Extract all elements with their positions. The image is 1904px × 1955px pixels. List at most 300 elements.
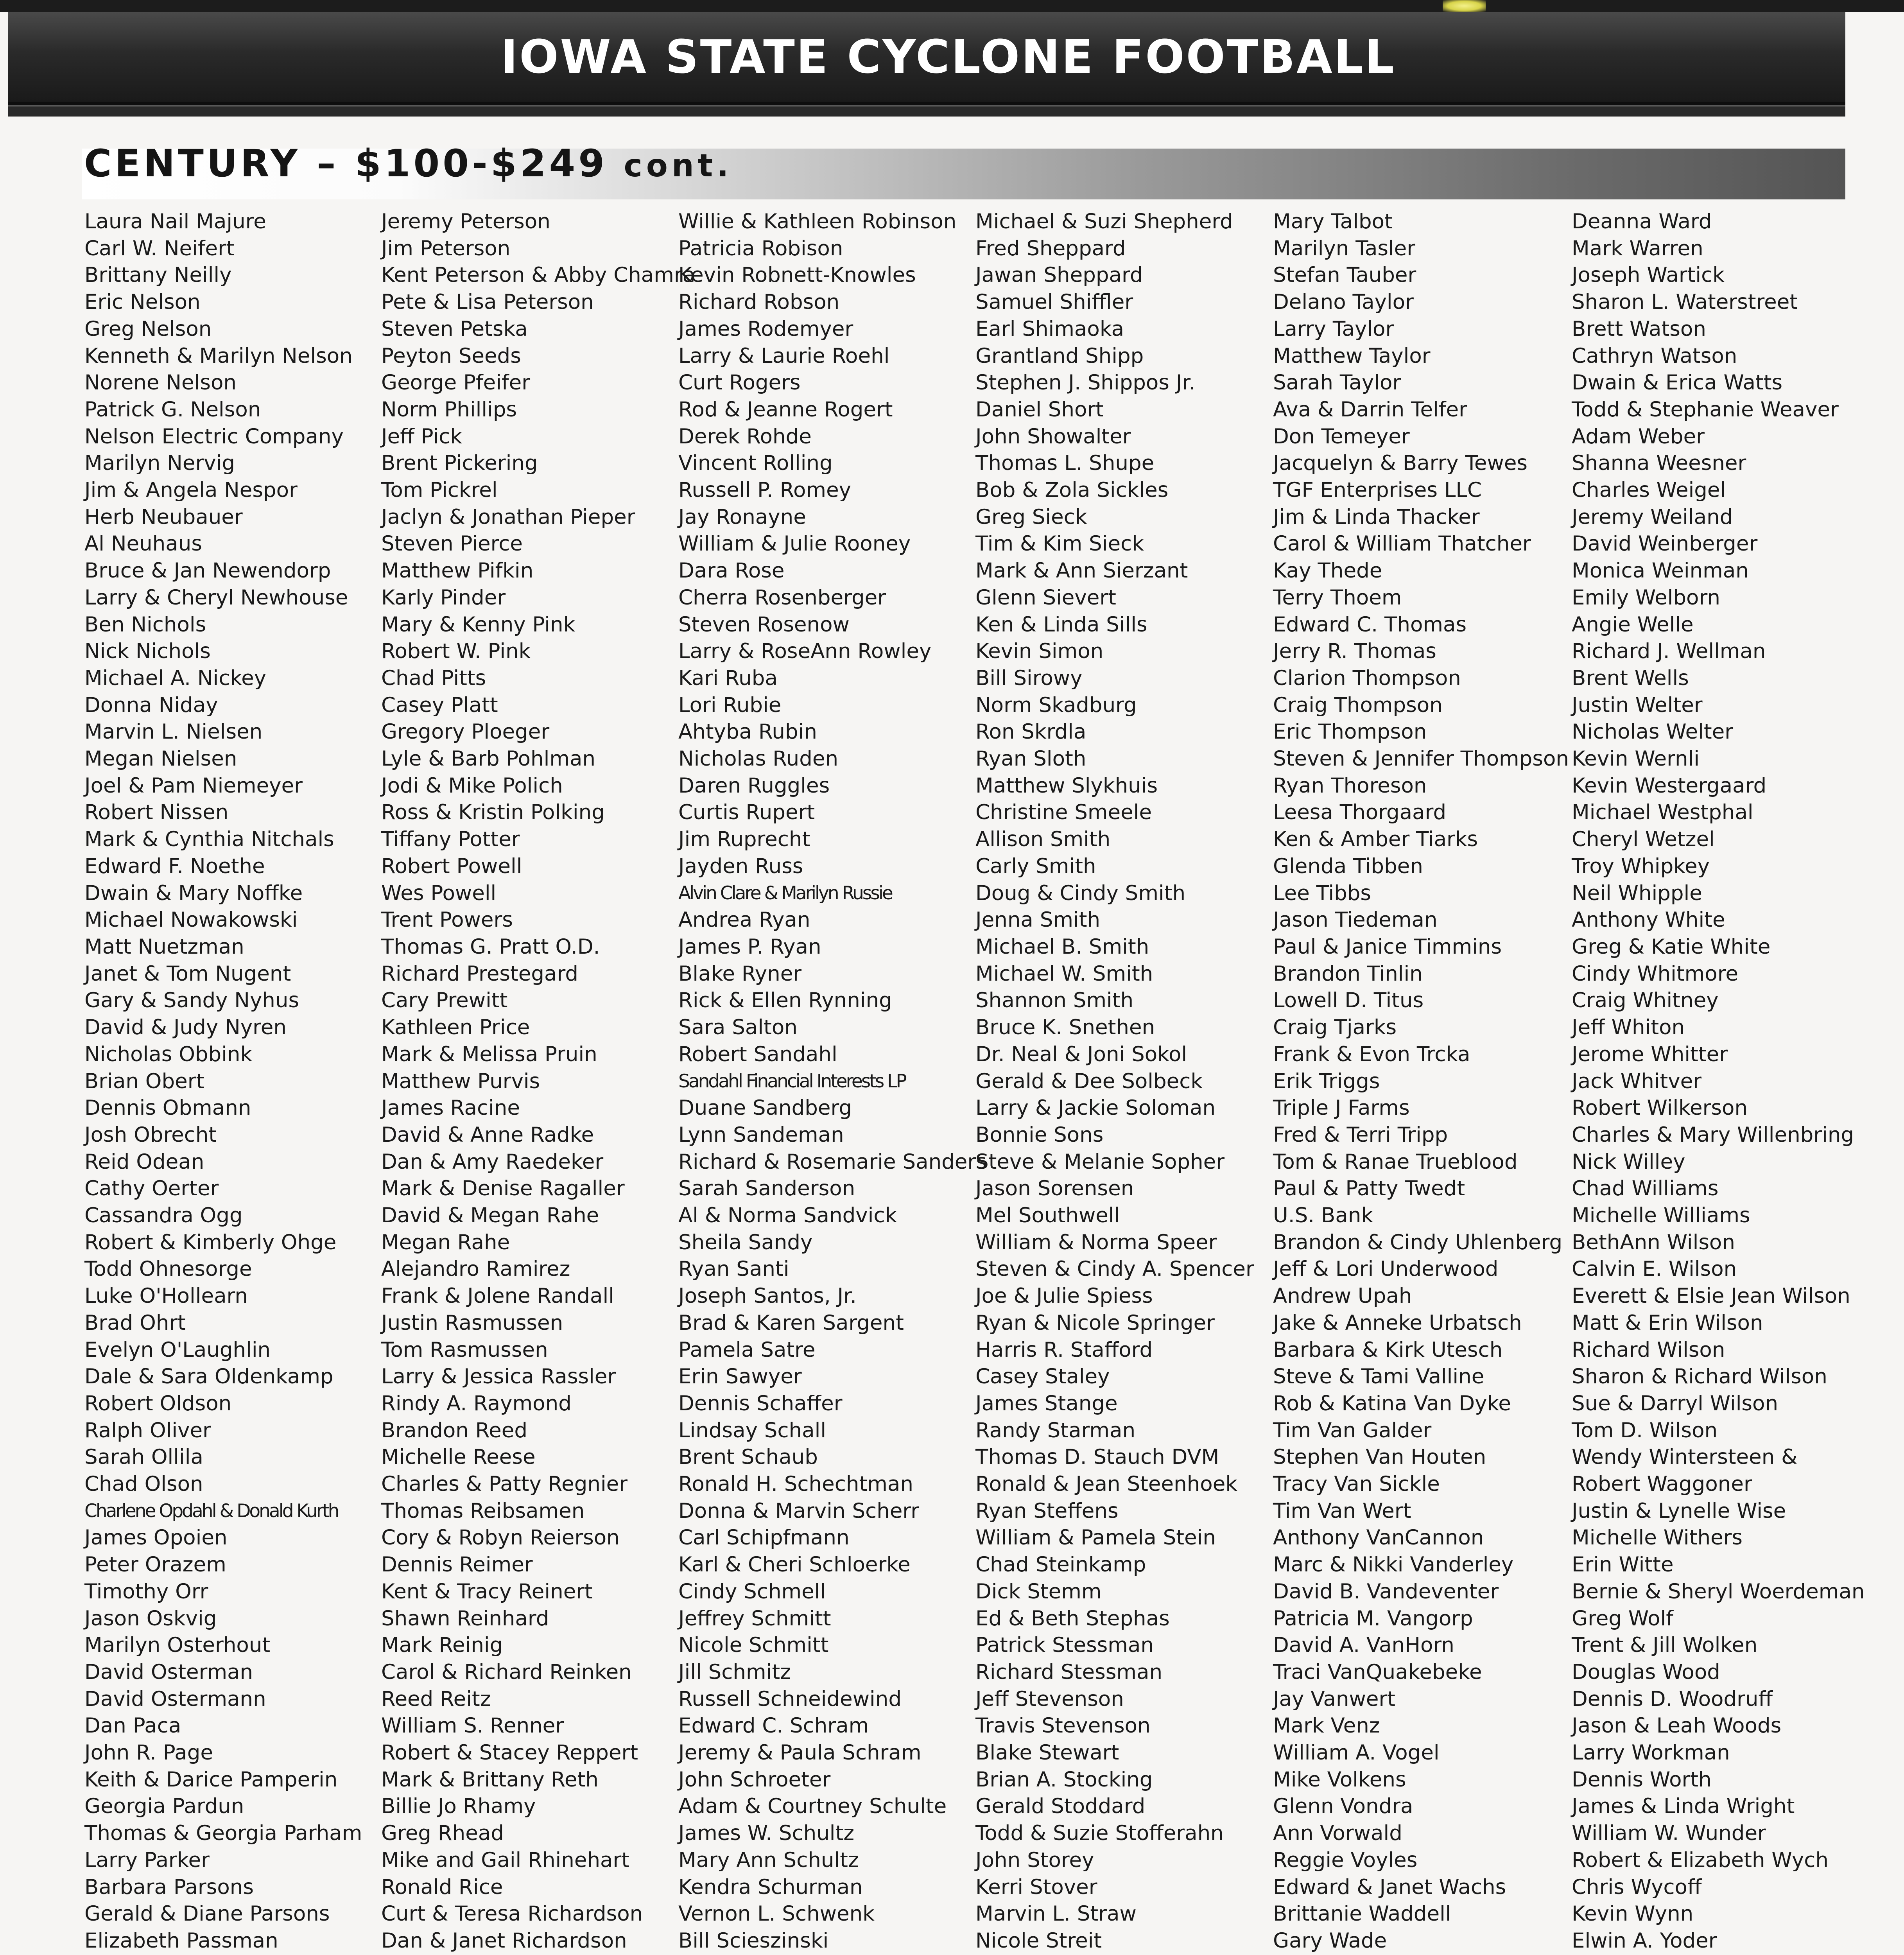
- section-title: [84, 142, 733, 185]
- donor-name: Karl & Cheri Schloerke: [678, 1553, 911, 1577]
- donor-name: Nick Willey: [1572, 1150, 1685, 1174]
- donor-name: Jodi & Mike Polich: [381, 773, 563, 798]
- donor-name: Jack Whitver: [1572, 1069, 1702, 1093]
- donor-name: Doug & Cindy Smith: [975, 881, 1186, 905]
- donor-name: Gerald & Diane Parsons: [84, 1902, 330, 1926]
- donor-name: Mark Reinig: [381, 1633, 503, 1657]
- donor-name: Alvin Clare & Marilyn Russie: [678, 882, 892, 904]
- donor-name: David & Judy Nyren: [84, 1015, 287, 1040]
- donor-name: Chad Pitts: [381, 666, 486, 690]
- donor-name: Larry & RoseAnn Rowley: [678, 639, 932, 664]
- donor-name: Anthony VanCannon: [1273, 1526, 1484, 1550]
- donor-name: Greg Rhead: [381, 1821, 504, 1846]
- donor-name: Ronald H. Schechtman: [678, 1472, 913, 1496]
- donor-name: Jawan Sheppard: [975, 263, 1143, 287]
- donor-name: Carl W. Neifert: [84, 236, 235, 260]
- donor-name: Fred Sheppard: [975, 236, 1126, 260]
- donor-name: Todd & Suzie Stofferahn: [975, 1821, 1224, 1846]
- donor-name: Tom & Ranae Trueblood: [1273, 1150, 1518, 1174]
- donor-name: Jason Oskvig: [84, 1606, 217, 1630]
- donor-name: Marvin L. Straw: [975, 1902, 1137, 1926]
- donor-column-2: [381, 208, 696, 1955]
- donor-name: Anthony White: [1572, 908, 1725, 932]
- donor-name: Brett Watson: [1572, 317, 1706, 341]
- donor-name: Blake Stewart: [975, 1741, 1119, 1765]
- donor-name: William & Norma Speer: [975, 1230, 1217, 1254]
- donor-name: Mark & Brittany Reth: [381, 1767, 599, 1792]
- donor-name: Jayden Russ: [678, 854, 803, 878]
- donor-name: Cory & Robyn Reierson: [381, 1526, 620, 1550]
- masthead-title: IOWA STATE CYCLONE FOOTBALL: [500, 30, 1396, 84]
- donor-name: Ron Skrdla: [975, 720, 1086, 744]
- donor-name: Jeremy Weiland: [1572, 505, 1733, 529]
- donor-name: Ryan Sloth: [975, 747, 1086, 771]
- donor-name: Tracy Van Sickle: [1273, 1472, 1440, 1496]
- donor-name: James Racine: [381, 1096, 520, 1120]
- donor-name: Larry & Jackie Soloman: [975, 1096, 1216, 1120]
- donor-name: Elizabeth Passman: [84, 1929, 278, 1953]
- donor-name: Glenn Vondra: [1273, 1794, 1413, 1819]
- donor-name: Cathryn Watson: [1572, 344, 1737, 368]
- donor-name: Curt Rogers: [678, 371, 801, 395]
- donor-name: Jacquelyn & Barry Tewes: [1273, 451, 1528, 475]
- donor-name: Barbara & Kirk Utesch: [1273, 1338, 1503, 1362]
- donor-name: Mary Ann Schultz: [678, 1848, 859, 1872]
- donor-name: Kevin Westergaard: [1572, 773, 1767, 798]
- donor-name: Samuel Shiffler: [975, 290, 1133, 314]
- donor-name: Monica Weinman: [1572, 559, 1749, 583]
- donor-name: Matt & Erin Wilson: [1572, 1311, 1763, 1335]
- donor-name: Kay Thede: [1273, 559, 1382, 583]
- donor-name: Troy Whipkey: [1572, 854, 1710, 878]
- donor-name: Gerald & Dee Solbeck: [975, 1069, 1203, 1093]
- donor-name: Dan Paca: [84, 1714, 181, 1738]
- donor-name: Ava & Darrin Telfer: [1273, 397, 1467, 421]
- donor-name: Brent Schaub: [678, 1445, 818, 1469]
- donor-name: Justin Welter: [1572, 693, 1703, 717]
- donor-name: James P. Ryan: [678, 934, 821, 959]
- donor-name: Sue & Darryl Wilson: [1572, 1391, 1779, 1415]
- donor-name: Gregory Ploeger: [381, 720, 550, 744]
- donor-name: Jeff & Lori Underwood: [1273, 1257, 1499, 1281]
- donor-name: Lynn Sandeman: [678, 1123, 844, 1147]
- donor-name: Cindy Schmell: [678, 1579, 826, 1603]
- donor-name: Todd Ohnesorge: [84, 1257, 252, 1281]
- donor-name: David A. VanHorn: [1273, 1633, 1454, 1657]
- donor-name: Paul & Patty Twedt: [1273, 1177, 1465, 1201]
- donor-name: William & Pamela Stein: [975, 1526, 1216, 1550]
- donor-name: Frank & Evon Trcka: [1273, 1042, 1470, 1066]
- donor-name: Steven & Cindy A. Spencer: [975, 1257, 1254, 1281]
- donor-name: Bernie & Sheryl Woerdeman: [1572, 1579, 1865, 1603]
- donor-name: Robert Powell: [381, 854, 522, 878]
- donor-name: Jerome Whitter: [1572, 1042, 1728, 1066]
- donor-name: Larry Taylor: [1273, 317, 1394, 341]
- donor-column-6: [1572, 208, 1865, 1955]
- donor-name: Brian A. Stocking: [975, 1767, 1153, 1792]
- donor-name: Dan & Janet Richardson: [381, 1929, 627, 1953]
- donor-name: Chris Wycoff: [1572, 1875, 1702, 1899]
- donor-name: Brandon Tinlin: [1273, 961, 1423, 986]
- donor-name: Donna & Marvin Scherr: [678, 1499, 920, 1523]
- donor-name: William & Julie Rooney: [678, 532, 911, 556]
- donor-column-4: [975, 208, 1269, 1955]
- donor-name: Brandon Reed: [381, 1418, 528, 1442]
- donor-name: Steven Rosenow: [678, 612, 850, 637]
- donor-name: Lindsay Schall: [678, 1418, 827, 1442]
- donor-name: Kevin Robnett-Knowles: [678, 263, 916, 287]
- donor-name: Delano Taylor: [1273, 290, 1414, 314]
- donor-name: Curt & Teresa Richardson: [381, 1902, 643, 1926]
- donor-name: Patrick G. Nelson: [84, 397, 261, 421]
- donor-name: Carly Smith: [975, 854, 1096, 878]
- donor-name: Clarion Thompson: [1273, 666, 1461, 690]
- donor-column-5: [1273, 208, 1569, 1955]
- top-accent: [1443, 0, 1486, 12]
- donor-name: Dwain & Mary Noffke: [84, 881, 303, 905]
- donor-name: Megan Nielsen: [84, 747, 237, 771]
- donor-name: Michael A. Nickey: [84, 666, 267, 690]
- donor-name: Marvin L. Nielsen: [84, 720, 263, 744]
- donor-name: Michael B. Smith: [975, 934, 1149, 959]
- donor-name: Dennis D. Woodruff: [1572, 1687, 1773, 1711]
- donor-name: Reed Reitz: [381, 1687, 491, 1711]
- donor-name: Rob & Katina Van Dyke: [1273, 1391, 1511, 1415]
- donor-name: Kevin Wernli: [1572, 747, 1700, 771]
- donor-name: Mark & Melissa Pruin: [381, 1042, 597, 1066]
- donor-name: Tiffany Potter: [381, 827, 520, 852]
- donor-name: Gary & Sandy Nyhus: [84, 988, 299, 1013]
- donor-name: Erin Witte: [1572, 1553, 1674, 1577]
- donor-name: Ross & Kristin Polking: [381, 800, 605, 825]
- donor-name: David & Anne Radke: [381, 1123, 594, 1147]
- donor-name: Greg Sieck: [975, 505, 1087, 529]
- donor-name: David Osterman: [84, 1660, 253, 1684]
- donor-name: Shanna Weesner: [1572, 451, 1746, 475]
- donor-name: Ryan Santi: [678, 1257, 789, 1281]
- donor-name: Cheryl Wetzel: [1572, 827, 1715, 852]
- donor-name: Shannon Smith: [975, 988, 1134, 1013]
- donor-name: Blake Ryner: [678, 961, 802, 986]
- donor-name: Elwin A. Yoder: [1572, 1929, 1717, 1953]
- donor-name: Matthew Purvis: [381, 1069, 540, 1093]
- donor-name: Sandahl Financial Interests LP: [678, 1070, 905, 1092]
- donor-name: Justin & Lynelle Wise: [1572, 1499, 1786, 1523]
- donor-name: Matthew Pifkin: [381, 559, 534, 583]
- donor-name: Dennis Worth: [1572, 1767, 1712, 1792]
- donor-name: Everett & Elsie Jean Wilson: [1572, 1284, 1850, 1308]
- donor-name: Casey Staley: [975, 1365, 1110, 1389]
- donor-name: Randy Starman: [975, 1418, 1136, 1442]
- donor-name: Jay Ronayne: [678, 505, 806, 529]
- donor-name: Daren Ruggles: [678, 773, 830, 798]
- donor-name: Dennis Obmann: [84, 1096, 251, 1120]
- donor-name: Jeremy Peterson: [381, 210, 550, 233]
- donor-name: Thomas G. Pratt O.D.: [381, 934, 600, 959]
- donor-name: William S. Renner: [381, 1714, 564, 1738]
- donor-name: Steven Petska: [381, 317, 528, 341]
- donor-name: Janet & Tom Nugent: [84, 961, 291, 986]
- donor-name: Bill Sirowy: [975, 666, 1083, 690]
- donor-name: Vincent Rolling: [678, 451, 833, 475]
- masthead-rule: [8, 106, 1845, 117]
- donor-name: Charles & Patty Regnier: [381, 1472, 628, 1496]
- donor-name: Stephen J. Shippos Jr.: [975, 371, 1196, 395]
- donor-name: Larry & Cheryl Newhouse: [84, 585, 348, 610]
- donor-name: Jerry R. Thomas: [1273, 639, 1436, 664]
- donor-name: Donna Niday: [84, 693, 218, 717]
- donor-name: James W. Schultz: [678, 1821, 855, 1846]
- donor-name: Charles & Mary Willenbring: [1572, 1123, 1854, 1147]
- donor-name: John R. Page: [84, 1741, 213, 1765]
- donor-name: Joel & Pam Niemeyer: [84, 773, 303, 798]
- donor-name: Nicholas Obbink: [84, 1042, 253, 1066]
- donor-name: Michael W. Smith: [975, 961, 1153, 986]
- donor-name: Mark & Cynthia Nitchals: [84, 827, 334, 852]
- donor-name: Marilyn Tasler: [1273, 236, 1416, 260]
- donor-name: Sharon L. Waterstreet: [1572, 290, 1798, 314]
- donor-name: David Ostermann: [84, 1687, 266, 1711]
- donor-name: Michael & Suzi Shepherd: [975, 210, 1233, 233]
- donor-name: Marilyn Nervig: [84, 451, 235, 475]
- donor-name: Bill Scieszinski: [678, 1929, 829, 1953]
- donor-name: Greg Nelson: [84, 317, 212, 341]
- donor-name: Earl Shimaoka: [975, 317, 1124, 341]
- donor-name: Tom Rasmussen: [381, 1338, 548, 1362]
- donor-name: Paul & Janice Timmins: [1273, 934, 1502, 959]
- donor-name: Joseph Wartick: [1572, 263, 1725, 287]
- donor-name: Kerri Stover: [975, 1875, 1097, 1899]
- donor-name: Al Neuhaus: [84, 532, 202, 556]
- donor-name: Jenna Smith: [975, 908, 1101, 932]
- donor-name: Matthew Taylor: [1273, 344, 1431, 368]
- donor-name: Brad Ohrt: [84, 1311, 186, 1335]
- donor-name: Richard Prestegard: [381, 961, 578, 986]
- donor-name: Reid Odean: [84, 1150, 204, 1174]
- donor-name: Erin Sawyer: [678, 1365, 802, 1389]
- donor-name: Trent Powers: [381, 908, 513, 932]
- donor-name: Tim Van Galder: [1273, 1418, 1432, 1442]
- donor-name: Cathy Oerter: [84, 1177, 219, 1201]
- donor-name: Mark Venz: [1273, 1714, 1380, 1738]
- donor-name: Dale & Sara Oldenkamp: [84, 1365, 333, 1389]
- donor-name: U.S. Bank: [1273, 1203, 1373, 1228]
- donor-name: Nelson Electric Company: [84, 424, 344, 448]
- donor-name: Edward C. Thomas: [1273, 612, 1467, 637]
- donor-name: Kent & Tracy Reinert: [381, 1579, 593, 1603]
- donor-name: Mary & Kenny Pink: [381, 612, 576, 637]
- donor-name: Gerald Stoddard: [975, 1794, 1146, 1819]
- donor-name: Derek Rohde: [678, 424, 812, 448]
- donor-name: Edward C. Schram: [678, 1714, 869, 1738]
- donor-name: Dwain & Erica Watts: [1572, 371, 1783, 395]
- donor-name: Rod & Jeanne Rogert: [678, 397, 893, 421]
- donor-name: Jason & Leah Woods: [1572, 1714, 1782, 1738]
- donor-name: Richard J. Wellman: [1572, 639, 1766, 664]
- donor-name: Nicole Streit: [975, 1929, 1102, 1953]
- donor-name: Mark & Denise Ragaller: [381, 1177, 625, 1201]
- donor-name: Jason Tiedeman: [1273, 908, 1438, 932]
- donor-name: Christine Smeele: [975, 800, 1152, 825]
- donor-name: George Pfeifer: [381, 371, 531, 395]
- donor-name: Emily Welborn: [1572, 585, 1720, 610]
- donor-name: Duane Sandberg: [678, 1096, 852, 1120]
- donor-name: Brandon & Cindy Uhlenberg: [1273, 1230, 1563, 1254]
- donor-name: Michelle Williams: [1572, 1203, 1750, 1228]
- donor-name: Thomas & Georgia Parham: [84, 1821, 362, 1846]
- donor-name: Greg Wolf: [1572, 1606, 1673, 1630]
- donor-name: Bruce & Jan Newendorp: [84, 559, 331, 583]
- donor-name: Angie Welle: [1572, 612, 1694, 637]
- donor-name: Sara Salton: [678, 1015, 798, 1040]
- donor-name: Marilyn Osterhout: [84, 1633, 271, 1657]
- donor-name: William A. Vogel: [1273, 1741, 1440, 1765]
- donor-name: John Schroeter: [678, 1767, 831, 1792]
- donor-name: Cary Prewitt: [381, 988, 508, 1013]
- donor-name: Brent Wells: [1572, 666, 1689, 690]
- donor-name: Tim & Kim Sieck: [975, 532, 1144, 556]
- donor-name: Carl Schipfmann: [678, 1526, 850, 1550]
- donor-name: Leesa Thorgaard: [1273, 800, 1447, 825]
- donor-name: Sheila Sandy: [678, 1230, 813, 1254]
- donor-name: Larry Parker: [84, 1848, 210, 1872]
- donor-name: Nick Nichols: [84, 639, 211, 664]
- donor-name: Norm Skadburg: [975, 693, 1137, 717]
- donor-name: Craig Tjarks: [1273, 1015, 1397, 1040]
- donor-name: Carol & William Thatcher: [1273, 532, 1531, 556]
- donor-name: Tom Pickrel: [381, 478, 498, 502]
- donor-name: TGF Enterprises LLC: [1273, 478, 1482, 502]
- donor-name: Kenneth & Marilyn Nelson: [84, 344, 353, 368]
- donor-name: Jim Peterson: [381, 236, 511, 260]
- donor-name: Mike and Gail Rhinehart: [381, 1848, 630, 1872]
- donor-name: Reggie Voyles: [1273, 1848, 1418, 1872]
- donor-name: Pamela Satre: [678, 1338, 816, 1362]
- donor-name: Peyton Seeds: [381, 344, 521, 368]
- donor-name: Dara Rose: [678, 559, 785, 583]
- donor-name: Craig Thompson: [1273, 693, 1443, 717]
- donor-name: Lowell D. Titus: [1273, 988, 1424, 1013]
- donor-name: Stephen Van Houten: [1273, 1445, 1486, 1469]
- donor-name: Frank & Jolene Randall: [381, 1284, 614, 1308]
- donor-name: Nicole Schmitt: [678, 1633, 829, 1657]
- donor-name: Don Temeyer: [1273, 424, 1410, 448]
- donor-name: Megan Rahe: [381, 1230, 510, 1254]
- donor-name: Jeremy & Paula Schram: [678, 1741, 922, 1765]
- donor-name: Matt Nuetzman: [84, 934, 244, 959]
- donor-name: Edward & Janet Wachs: [1273, 1875, 1506, 1899]
- donor-name: Nicholas Welter: [1572, 720, 1734, 744]
- donor-name: Adam & Courtney Schulte: [678, 1794, 947, 1819]
- donor-name: BethAnn Wilson: [1572, 1230, 1735, 1254]
- donor-column-3: [678, 208, 987, 1955]
- donor-name: Jason Sorensen: [975, 1177, 1134, 1201]
- donor-name: Cherra Rosenberger: [678, 585, 886, 610]
- donor-name: Steven Pierce: [381, 532, 523, 556]
- donor-name: Jaclyn & Jonathan Pieper: [381, 505, 635, 529]
- donor-name: John Storey: [975, 1848, 1094, 1872]
- donor-name: Bonnie Sons: [975, 1123, 1104, 1147]
- donor-name: John Showalter: [975, 424, 1131, 448]
- donor-name: Ryan & Nicole Springer: [975, 1311, 1215, 1335]
- donor-name: Tom D. Wilson: [1572, 1418, 1718, 1442]
- donor-name: Sarah Taylor: [1273, 371, 1401, 395]
- donor-name: Carol & Richard Reinken: [381, 1660, 632, 1684]
- donor-name: Luke O'Hollearn: [84, 1284, 248, 1308]
- donor-name: Richard Stessman: [975, 1660, 1163, 1684]
- donor-name: Wendy Wintersteen &: [1572, 1445, 1798, 1469]
- donor-name: Allison Smith: [975, 827, 1111, 852]
- donor-name: Deanna Ward: [1572, 210, 1712, 233]
- donor-name: Tim Van Wert: [1273, 1499, 1411, 1523]
- donor-name: Jim & Angela Nespor: [84, 478, 298, 502]
- donor-name: Mark Warren: [1572, 236, 1703, 260]
- donor-name: James Stange: [975, 1391, 1118, 1415]
- donor-name: Michael Westphal: [1572, 800, 1753, 825]
- donor-name: Peter Orazem: [84, 1553, 226, 1577]
- donor-name: Adam Weber: [1572, 424, 1705, 448]
- donor-name: Todd & Stephanie Weaver: [1572, 397, 1839, 421]
- donor-name: Georgia Pardun: [84, 1794, 244, 1819]
- donor-name: Thomas D. Stauch DVM: [975, 1445, 1219, 1469]
- donor-name: Ed & Beth Stephas: [975, 1606, 1170, 1630]
- donor-name: Robert & Stacey Reppert: [381, 1741, 638, 1765]
- donor-name: Billie Jo Rhamy: [381, 1794, 536, 1819]
- donor-name: Stefan Tauber: [1273, 263, 1416, 287]
- donor-name: Glenn Sievert: [975, 585, 1116, 610]
- donor-name: Matthew Slykhuis: [975, 773, 1158, 798]
- donor-name: Dennis Reimer: [381, 1553, 533, 1577]
- donor-name: Steven & Jennifer Thompson: [1273, 747, 1569, 771]
- donor-name: Michael Nowakowski: [84, 908, 298, 932]
- donor-name: Jay Vanwert: [1273, 1687, 1396, 1711]
- donor-name: Fred & Terri Tripp: [1273, 1123, 1448, 1147]
- donor-name: Ronald Rice: [381, 1875, 503, 1899]
- donor-name: Pete & Lisa Peterson: [381, 290, 594, 314]
- donor-name: Robert Waggoner: [1572, 1472, 1752, 1496]
- donor-name: Jim & Linda Thacker: [1273, 505, 1480, 529]
- donor-name: Brittany Neilly: [84, 263, 232, 287]
- donor-name: Marc & Nikki Vanderley: [1273, 1553, 1514, 1577]
- donor-name: Vernon L. Schwenk: [678, 1902, 875, 1926]
- donor-name: Jill Schmitz: [678, 1660, 791, 1684]
- donor-name: Nicholas Ruden: [678, 747, 839, 771]
- donor-name: Dick Stemm: [975, 1579, 1102, 1603]
- donor-name: Norene Nelson: [84, 371, 237, 395]
- donor-name: Edward F. Noethe: [84, 854, 265, 878]
- donor-name: Mel Southwell: [975, 1203, 1120, 1228]
- donor-name: Trent & Jill Wolken: [1572, 1633, 1758, 1657]
- donor-name: Curtis Rupert: [678, 800, 815, 825]
- donor-name: Larry & Jessica Rassler: [381, 1365, 616, 1389]
- donor-name: Willie & Kathleen Robinson: [678, 210, 957, 233]
- donor-name: Ralph Oliver: [84, 1418, 211, 1442]
- donor-name: Dennis Schaffer: [678, 1391, 843, 1415]
- donor-name: Shawn Reinhard: [381, 1606, 549, 1630]
- donor-name: Thomas Reibsamen: [381, 1499, 585, 1523]
- donor-name: Justin Rasmussen: [381, 1311, 563, 1335]
- donor-name: Brad & Karen Sargent: [678, 1311, 904, 1335]
- donor-name: Ryan Steffens: [975, 1499, 1119, 1523]
- donor-name: Eric Nelson: [84, 290, 201, 314]
- donor-name: Cindy Whitmore: [1572, 961, 1738, 986]
- donor-name: Ahtyba Rubin: [678, 720, 817, 744]
- donor-name: Glenda Tibben: [1273, 854, 1423, 878]
- donor-name: Robert & Kimberly Ohge: [84, 1230, 337, 1254]
- donor-name: Larry & Laurie Roehl: [678, 344, 890, 368]
- donor-name: David & Megan Rahe: [381, 1203, 599, 1228]
- donor-name: Brent Pickering: [381, 451, 538, 475]
